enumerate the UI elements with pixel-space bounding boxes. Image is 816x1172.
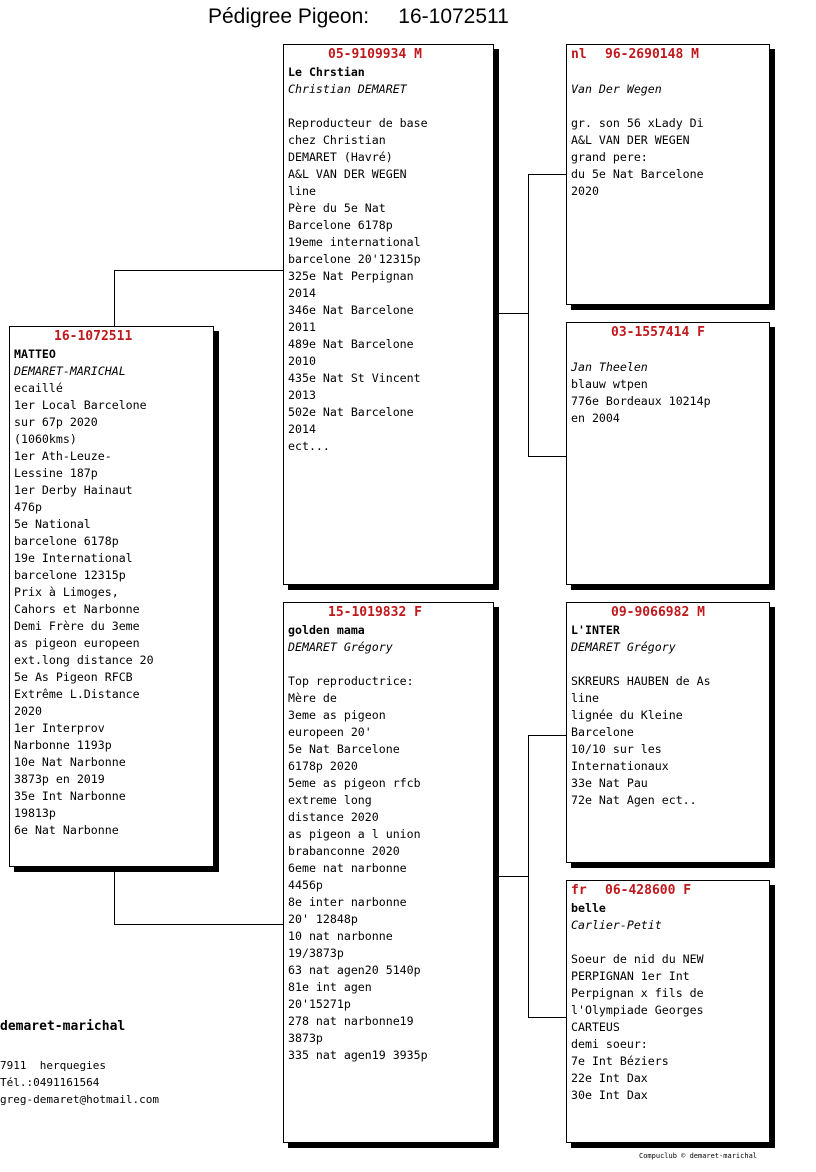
sire-ring: 05-9109934 M (328, 47, 422, 62)
sire-sire-description: gr. son 56 xLady Di A&L VAN DER WEGEN grand pere: du 5e Nat Barcelone 2020 (571, 116, 704, 198)
connector-dam-v (528, 735, 529, 1018)
sire-sire-ring: 96-2690148 M (605, 47, 699, 62)
owner-phone: Tél.:0491161564 (0, 1076, 100, 1089)
sire-sire-breeder: Van Der Wegen (571, 82, 662, 96)
owner-name: demaret-marichal (0, 1019, 126, 1034)
subject-description: ecaillé 1er Local Barcelone sur 67p 2020 (1060kms) 1er Ath-Leuze- Lessine 187p 1er Derby Hainaut 476p 5e National barcelone 6178p 19e International barcelone 12315p Prix à Limoges, Cahors et Narbonne Demi Frère du 3eme as pigeon europeen ext.long distance 20 5e As Pigeon RFCB Extrême L.Distance 2020 1er Interprov Narbonne 1193p 10e Nat Narbonne 3873p en 2019 35e Int Narbonne 19813p 6e Nat Narbonne (14, 381, 154, 837)
sire-name: Le Chrstian (288, 65, 365, 79)
sire-dam-ring: 03-1557414 F (611, 325, 705, 340)
connector-sire-dam-h (528, 456, 567, 457)
dam-breeder: DEMARET Grégory (288, 640, 393, 654)
dam-card (283, 602, 494, 1143)
owner-address: 7911 herquegies (0, 1059, 106, 1072)
dam-dam-description: Soeur de nid du NEW PERPIGNAN 1er Int Perpignan x fils de l'Olympiade Georges CARTEUS demi soeur: 7e Int Béziers 22e Int Dax 30e Int Dax (571, 952, 704, 1102)
sire-dam-card (566, 322, 770, 585)
sire-sire-name (571, 64, 765, 81)
dam-dam-name: belle (571, 901, 606, 915)
connector-dam-dam-h (528, 1017, 567, 1018)
dam-description: Top reproductrice: Mère de 3eme as pigeon europeen 20' 5e Nat Barcelone 6178p 2020 5eme as pigeon rfcb extreme long distance 2020 as pigeon a l union brabanconne 2020 6eme nat narbonne 4456p 8e inter narbonne 20' 12848p 10 nat narbonne 19/3873p 63 nat agen20 5140p 81e int agen 20'15271p 278 nat narbonne19 3873p 335 nat agen19 3935p (288, 674, 428, 1062)
connector-sire-sire-h (528, 174, 567, 175)
sire-dam-name (571, 342, 765, 359)
dam-dam-ring: 06-428600 F (605, 883, 692, 898)
footer-credit: Compuclub © demaret-marichal (639, 1152, 758, 1160)
subject-ring: 16-1072511 (54, 329, 133, 344)
connector-subject-sire-h (114, 270, 284, 271)
dam-ring: 15-1019832 F (328, 605, 422, 620)
sire-description: Reproducteur de base chez Christian DEMARET (Havré) A&L VAN DER WEGEN line Père du 5e Nat Barcelone 6178p 19eme international barcelone 20'12315p 325e Nat Perpignan 2014 346e Nat Barcelone 2011 489e Nat Barcelone 2010 435e Nat St Vincent 2013 502e Nat Barcelone 2014 ect... (288, 116, 428, 453)
connector-dam-out (494, 876, 528, 877)
subject-name: MATTEO (14, 347, 56, 361)
sire-card (283, 44, 494, 585)
dam-sire-ring: 09-9066982 M (611, 605, 705, 620)
connector-subject-sire-v (114, 270, 115, 327)
sire-dam-breeder: Jan Theelen (571, 360, 648, 374)
dam-dam-country: fr (571, 883, 587, 898)
dam-sire-name: L'INTER (571, 623, 620, 637)
connector-sire-out (494, 313, 528, 314)
connector-subject-dam-v (114, 867, 115, 924)
connector-subject-dam-h (114, 924, 284, 925)
dam-sire-card (566, 602, 770, 863)
connector-sire-v (528, 174, 529, 457)
sire-sire-card (566, 44, 770, 305)
owner-email[interactable]: greg-demaret@hotmail.com (0, 1093, 159, 1106)
dam-sire-description: SKREURS HAUBEN de As line lignée du Kleine Barcelone 10/10 sur les Internationaux 33e Nat Pau 72e Nat Agen ect.. (571, 674, 711, 807)
subject-breeder: DEMARET-MARICHAL (14, 364, 126, 378)
sire-dam-description: blauw wtpen 776e Bordeaux 10214p en 2004 (571, 377, 711, 425)
dam-sire-breeder: DEMARET Grégory (571, 640, 676, 654)
dam-dam-card (566, 880, 770, 1143)
connector-dam-sire-h (528, 735, 567, 736)
dam-dam-breeder: Carlier-Petit (571, 918, 662, 932)
page-title: Pédigree Pigeon: 16-1072511 (208, 5, 509, 28)
sire-sire-country: nl (571, 47, 587, 62)
dam-name: golden mama (288, 623, 365, 637)
subject-card (9, 326, 214, 867)
sire-breeder: Christian DEMARET (288, 82, 407, 96)
